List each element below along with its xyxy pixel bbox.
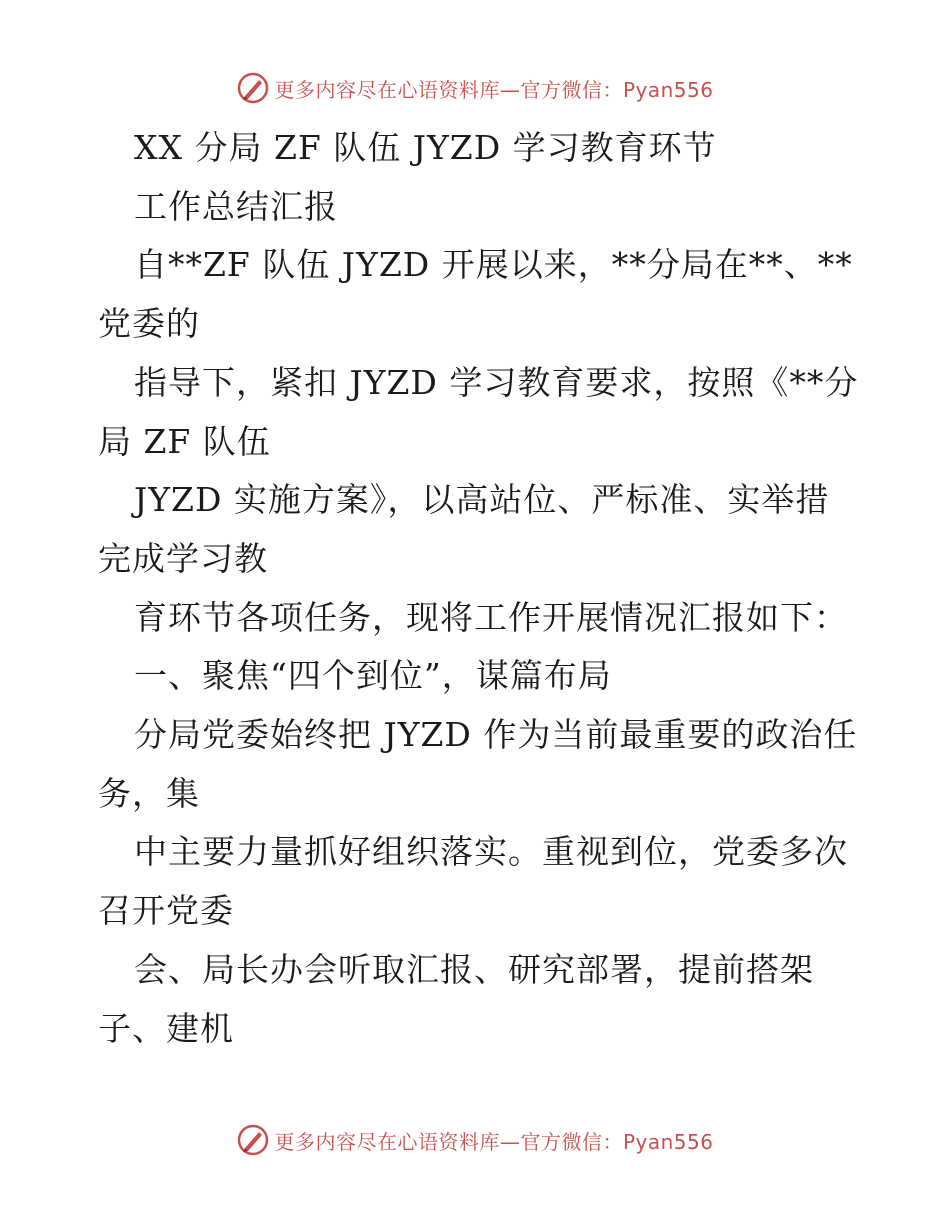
watermark-text: 更多内容尽在心语资料库—官方微信：Pyan556 bbox=[274, 1129, 714, 1154]
text-line: 育环节各项任务，现将工作开展情况汇报如下： bbox=[134, 597, 848, 637]
text-line: XX 分局 ZF 队伍 JYZD 学习教育环节 bbox=[134, 128, 717, 167]
text-line: 务，集 bbox=[98, 773, 200, 813]
text-line: 分局党委始终把 JYZD 作为当前最重要的政治任 bbox=[134, 715, 858, 754]
text-line: 中主要力量抓好组织落实。重视到位，党委多次 bbox=[134, 832, 848, 872]
text-line: 指导下，紧扣 JYZD 学习教育要求，按照《**分 bbox=[134, 362, 859, 402]
footer-watermark bbox=[0, 1120, 950, 1160]
text-line: 工作总结汇报 bbox=[134, 186, 338, 226]
text-line: 子、建机 bbox=[98, 1008, 234, 1048]
pen-logo-icon bbox=[236, 1123, 270, 1157]
text-line: JYZD 实施方案》，以高站位、严标准、实举措 bbox=[134, 480, 830, 520]
text-line: 召开党委 bbox=[98, 891, 234, 931]
text-line: 完成学习教 bbox=[98, 538, 268, 578]
header-watermark bbox=[0, 68, 950, 108]
watermark-text: 更多内容尽在心语资料库—官方微信：Pyan556 bbox=[274, 77, 714, 102]
pen-logo-icon bbox=[236, 71, 270, 105]
text-line: 一、聚焦“四个到位”，谋篇布局 bbox=[134, 656, 612, 696]
text-line: 自**ZF 队伍 JYZD 开展以来，**分局在**、** bbox=[134, 245, 853, 285]
text-line: 会、局长办会听取汇报、研究部署，提前搭架 bbox=[134, 949, 814, 989]
text-line: 党委的 bbox=[98, 304, 200, 344]
text-line: 局 ZF 队伍 bbox=[98, 421, 271, 461]
